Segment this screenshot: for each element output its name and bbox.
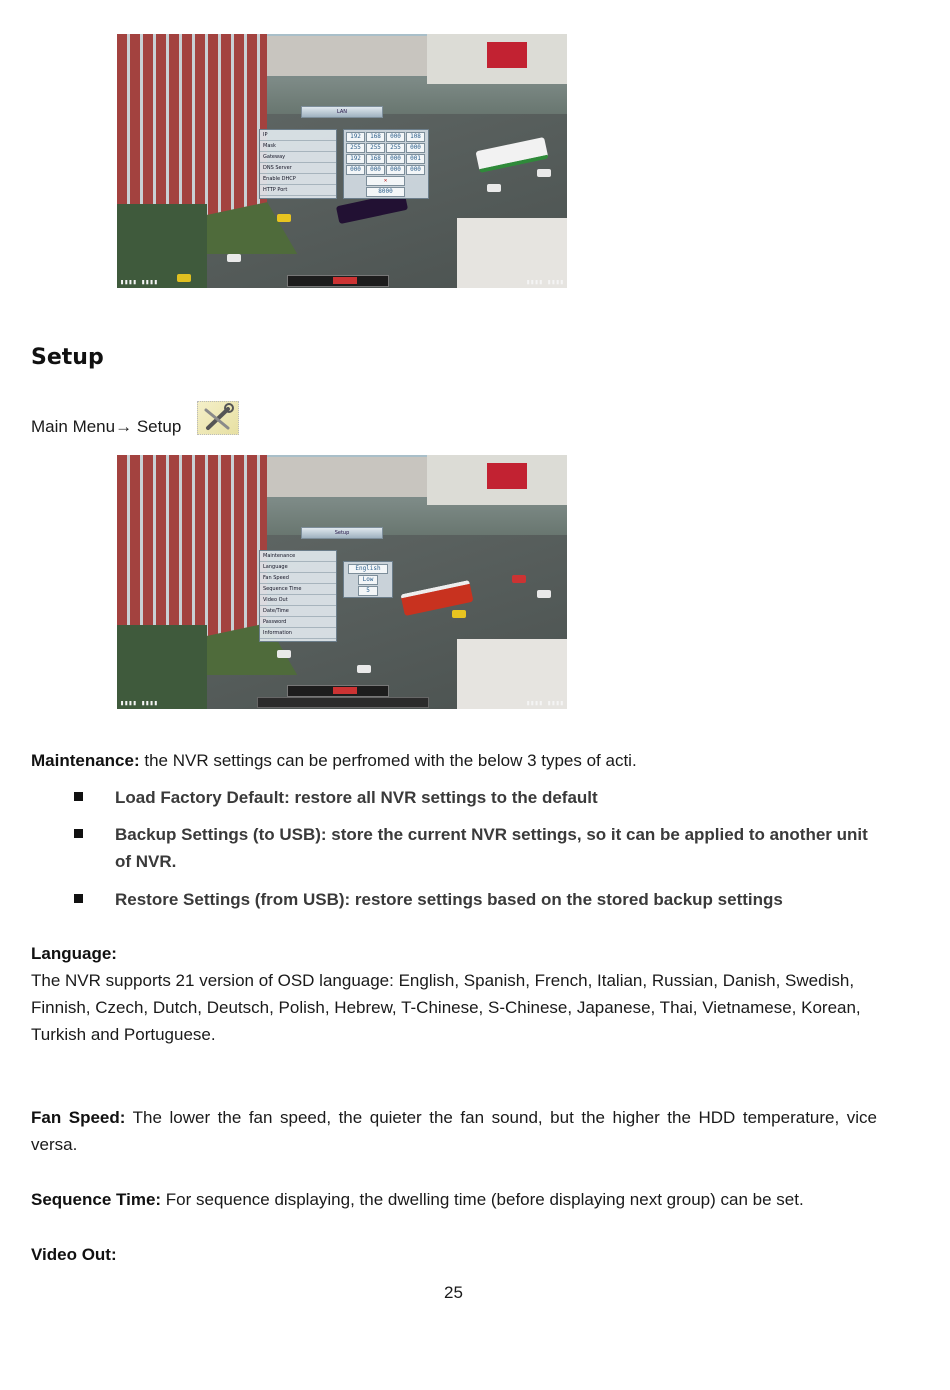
ip-octet-4: 108 (406, 132, 425, 142)
osd-row-password: Password (260, 617, 336, 628)
osd-status-bar (287, 275, 389, 287)
bullet-restore-settings: Restore Settings (from USB): restore settings based on the stored backup settings (115, 890, 783, 909)
mask-octet-3: 255 (386, 143, 405, 153)
osd-row-date-time: Date/Time (260, 606, 336, 617)
osd-row-language: Language (260, 562, 336, 573)
ip-octet-3: 000 (386, 132, 405, 142)
timestamp-right-icon: ▮▮▮▮ ▮▮▮▮ (526, 699, 564, 707)
osd-values (343, 129, 429, 199)
menu-path-prefix: Main Menu (31, 417, 116, 436)
page-number: 25 (444, 1283, 463, 1302)
gateway-octet-2: 168 (366, 154, 385, 164)
osd-row-http-port: HTTP Port (260, 185, 336, 196)
bullet-square-icon (74, 894, 83, 903)
language-value: English (348, 564, 388, 574)
bullet-square-icon (74, 792, 83, 801)
osd-title: LAN (301, 106, 383, 118)
mask-octet-2: 255 (366, 143, 385, 153)
language-label: Language: (31, 944, 117, 963)
gateway-octet-4: 001 (406, 154, 425, 164)
maintenance-paragraph (31, 747, 891, 774)
lan-settings-screenshot (117, 34, 567, 288)
mask-octet-1: 255 (346, 143, 365, 153)
language-text: The NVR supports 21 version of OSD language: English, Spanish, French, Italian, Russian, Danish, Swedish, Finnish, Czech, Dutch, Deutsch, Polish, Hebrew, T-Chinese, S-Chinese, Japanese, Thai, Vietnamese, Korean, Turkish and Portuguese. (31, 971, 861, 1044)
sequence-time-label: Sequence Time: (31, 1190, 162, 1209)
sequence-time-text: For sequence displaying, the dwelling time (before displaying next group) can be set. (161, 1190, 804, 1209)
timestamp-left-icon: ▮▮▮▮ ▮▮▮▮ (120, 278, 158, 286)
osd-row-maintenance: Maintenance (260, 551, 336, 562)
osd-row-video-out: Video Out (260, 595, 336, 606)
setup-menu-screenshot (117, 455, 567, 709)
gateway-octet-1: 192 (346, 154, 365, 164)
section-title: Setup (31, 345, 104, 370)
maintenance-label: Maintenance: (31, 751, 140, 770)
osd-row-sequence-time: Sequence Time (260, 584, 336, 595)
mask-octet-4: 000 (406, 143, 425, 153)
fan-speed-paragraph (31, 1104, 877, 1158)
menu-path-item: Setup (136, 417, 182, 436)
video-out-label: Video Out: (31, 1245, 117, 1264)
playback-toolbar (257, 697, 429, 708)
osd-values (343, 561, 393, 598)
osd-row-ip: IP (260, 130, 336, 141)
ip-octet-2: 168 (366, 132, 385, 142)
osd-row-fan-speed: Fan Speed (260, 573, 336, 584)
osd-row-information: Information (260, 628, 336, 639)
osd-status-bar (287, 685, 389, 697)
timestamp-right-icon: ▮▮▮▮ ▮▮▮▮ (526, 278, 564, 286)
timestamp-left-icon: ▮▮▮▮ ▮▮▮▮ (120, 699, 158, 707)
wrench-screwdriver-icon (197, 401, 239, 435)
osd-row-dns: DNS Server (260, 163, 336, 174)
ip-octet-1: 192 (346, 132, 365, 142)
dhcp-checkbox: ✕ (366, 176, 405, 186)
bullet-backup-settings: Backup Settings (to USB): store the current NVR settings, so it can be applied to another unit of NVR. (115, 825, 868, 871)
arrow-icon: → (115, 417, 133, 436)
bullet-square-icon (74, 829, 83, 838)
osd-row-gateway: Gateway (260, 152, 336, 163)
gateway-octet-3: 000 (386, 154, 405, 164)
fan-speed-value: Low (358, 575, 378, 585)
fan-speed-text: The lower the fan speed, the quieter the fan sound, but the higher the HDD temperature, vice versa. (31, 1108, 877, 1154)
osd-menu (259, 129, 337, 199)
sequence-time-paragraph (31, 1186, 891, 1213)
sequence-time-value: 5 (358, 586, 378, 596)
dns-octet-2: 000 (366, 165, 385, 175)
dns-octet-1: 000 (346, 165, 365, 175)
osd-row-mask: Mask (260, 141, 336, 152)
http-port-value: 8000 (366, 187, 405, 197)
dns-octet-4: 000 (406, 165, 425, 175)
osd-title: Setup (301, 527, 383, 539)
menu-path (31, 413, 181, 440)
dns-octet-3: 000 (386, 165, 405, 175)
fan-speed-label: Fan Speed: (31, 1108, 126, 1127)
osd-row-dhcp: Enable DHCP (260, 174, 336, 185)
osd-menu (259, 550, 337, 642)
bullet-load-factory-default: Load Factory Default: restore all NVR settings to the default (115, 788, 598, 807)
maintenance-text: the NVR settings can be perfromed with the below 3 types of acti. (139, 751, 637, 770)
